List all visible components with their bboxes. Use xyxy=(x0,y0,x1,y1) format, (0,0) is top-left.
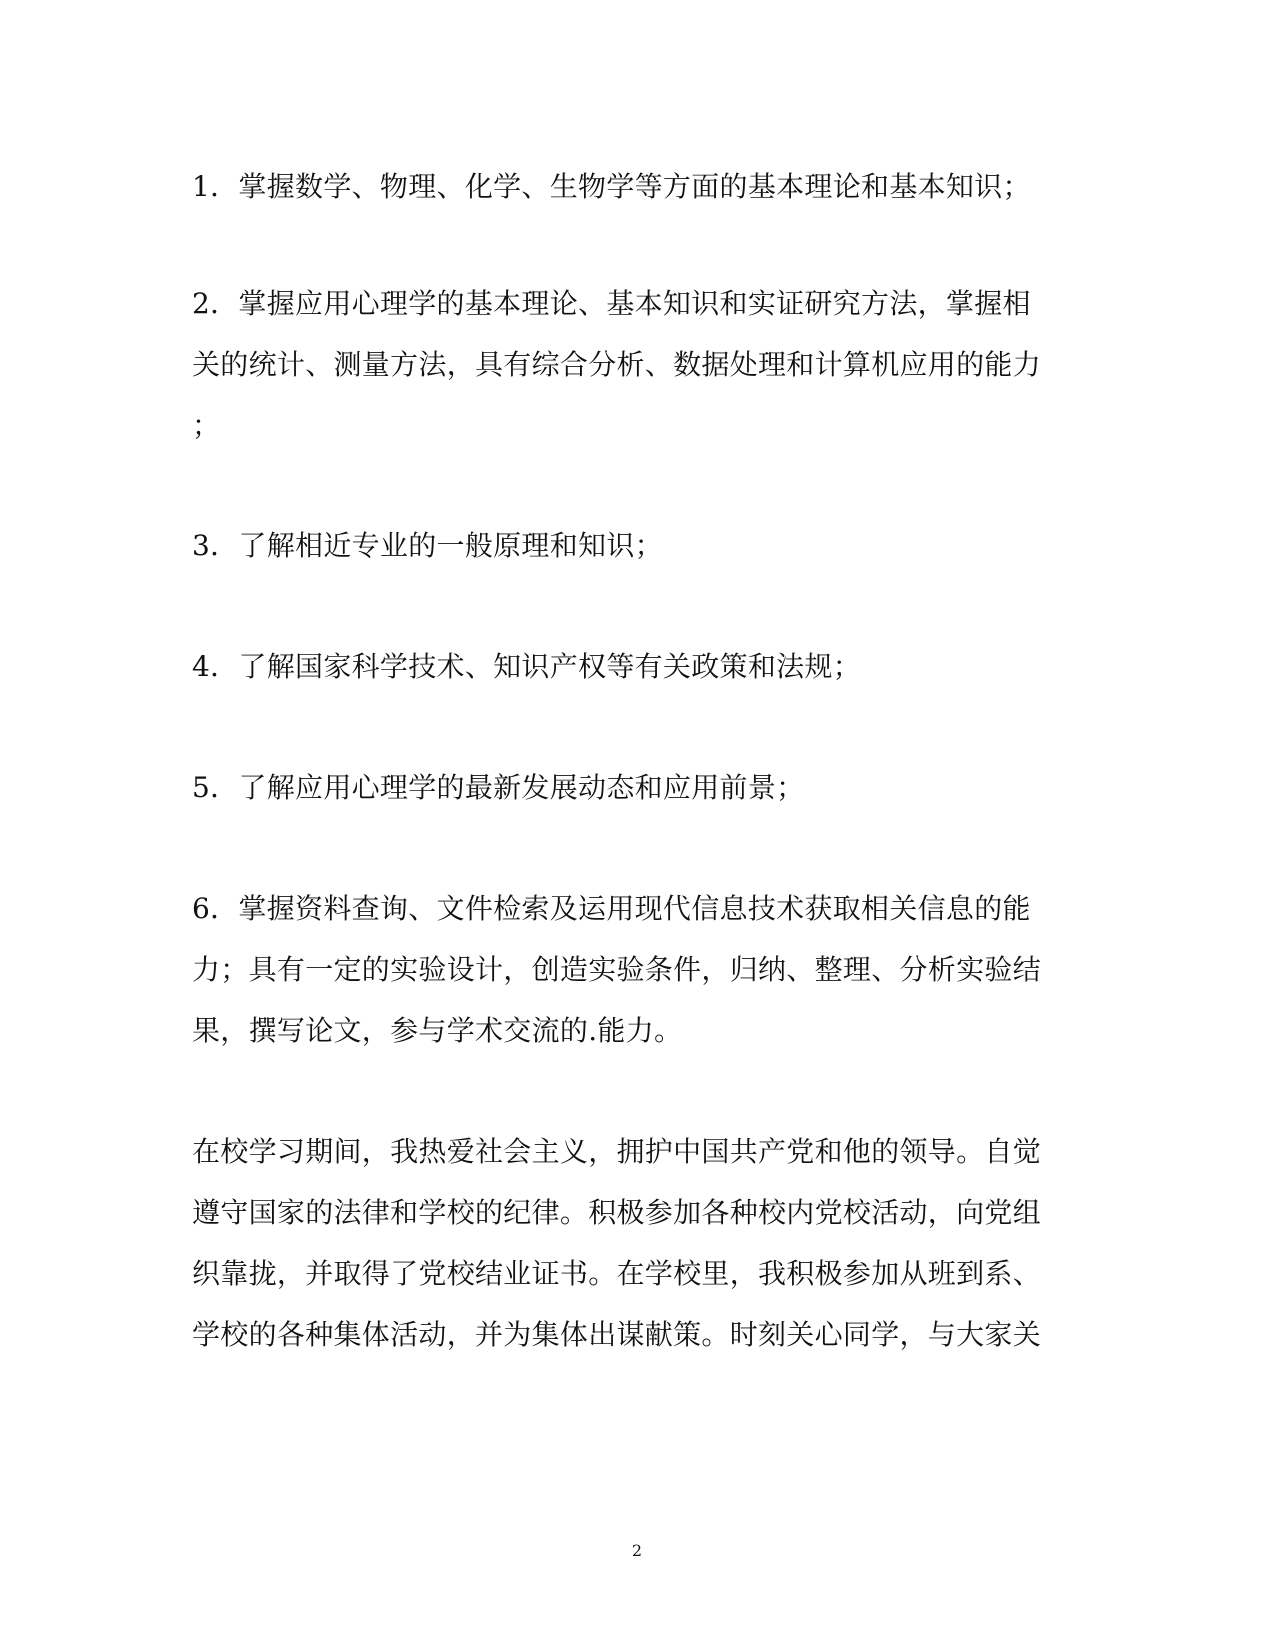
paragraph-line-2: 遵守国家的法律和学校的纪律。积极参加各种校内党校活动，向党组 xyxy=(192,1196,1042,1229)
paragraph-line-1: 在校学习期间，我热爱社会主义，拥护中国共产党和他的领导。自觉 xyxy=(192,1135,1042,1168)
list-item-4: 4．了解国家科学技术、知识产权等有关政策和法规； xyxy=(192,650,862,683)
list-item-2-line-2: 关的统计、测量方法，具有综合分析、数据处理和计算机应用的能力 xyxy=(192,348,1042,381)
page-number: 2 xyxy=(631,1541,643,1560)
list-item-5: 5．了解应用心理学的最新发展动态和应用前景； xyxy=(192,771,805,804)
list-item-3: 3．了解相近专业的一般原理和知识； xyxy=(192,529,663,562)
list-item-6-line-3: 果，撰写论文，参与学术交流的.能力。 xyxy=(192,1014,683,1047)
list-item-6-line-2: 力；具有一定的实验设计，创造实验条件，归纳、整理、分析实验结 xyxy=(192,953,1042,986)
list-item-2-line-3: ； xyxy=(192,409,221,442)
paragraph-line-4: 学校的各种集体活动，并为集体出谋献策。时刻关心同学，与大家关 xyxy=(192,1318,1042,1351)
list-item-1: 1．掌握数学、物理、化学、生物学等方面的基本理论和基本知识； xyxy=(192,170,1031,203)
list-item-2-line-1: 2．掌握应用心理学的基本理论、基本知识和实证研究方法，掌握相 xyxy=(192,287,1031,320)
list-item-6-line-1: 6．掌握资料查询、文件检索及运用现代信息技术获取相关信息的能 xyxy=(192,892,1031,925)
paragraph-line-3: 织靠拢，并取得了党校结业证书。在学校里，我积极参加从班到系、 xyxy=(192,1257,1042,1290)
